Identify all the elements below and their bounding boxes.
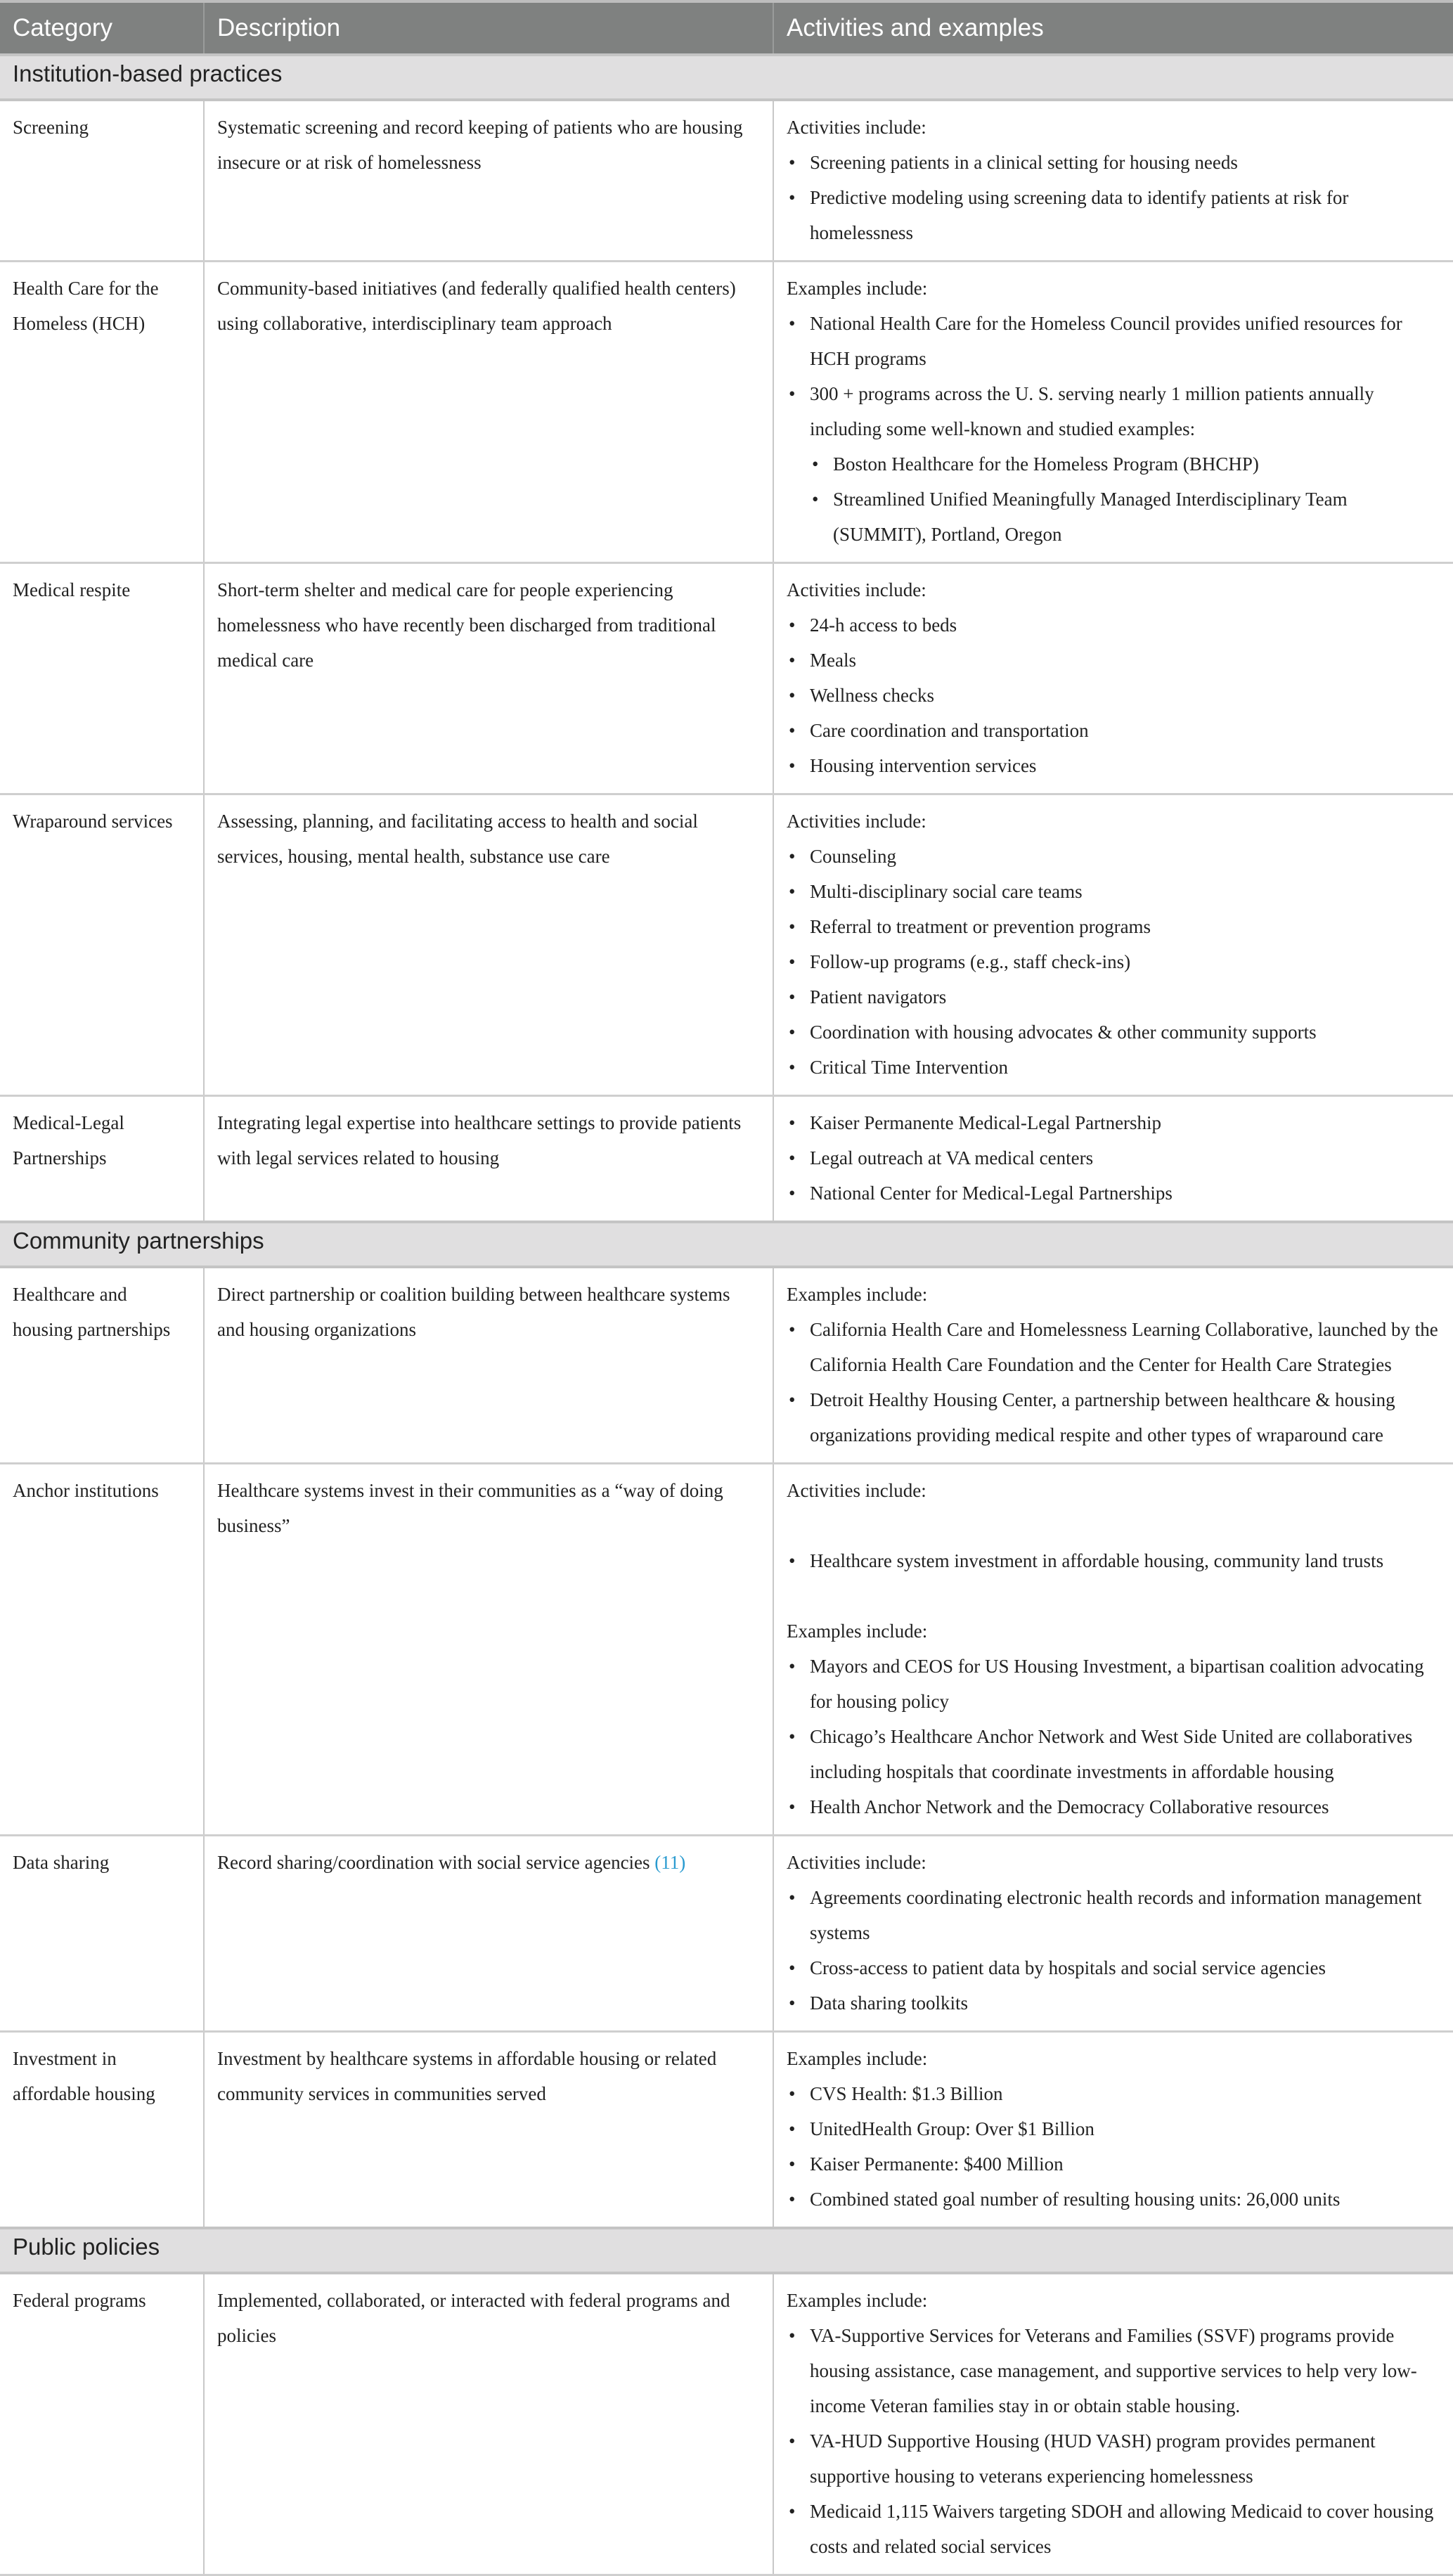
list-item-text: Referral to treatment or prevention programs: [810, 916, 1151, 937]
list-item-text: National Center for Medical-Legal Partnerships: [810, 1183, 1173, 1204]
activities-heading: Activities include:: [787, 117, 926, 138]
list-item-text: Agreements coordinating electronic health records and information management systems: [810, 1887, 1422, 1943]
category-cell: Anchor institutions: [0, 1464, 204, 1836]
list-item: [810, 1719, 1440, 1789]
description-text: Healthcare systems invest in their communities as a “way of doing business”: [217, 1480, 723, 1536]
list-item: [810, 2318, 1440, 2423]
activities-heading: Activities include:: [787, 1852, 926, 1873]
list-item-text: 24-h access to beds: [810, 614, 957, 636]
activities-cell: [773, 794, 1453, 1096]
activities-heading: Examples include:: [787, 2290, 928, 2311]
description-cell: [204, 794, 773, 1096]
activities-cell: [773, 1096, 1453, 1223]
list-item-text: Coordination with housing advocates & other community supports: [810, 1022, 1317, 1043]
list-item: [810, 748, 1440, 783]
activities-cell: [773, 2032, 1453, 2229]
list-item: [810, 678, 1440, 713]
list-item-text: Follow-up programs (e.g., staff check-ins): [810, 951, 1131, 972]
table-header-row: [0, 1, 1453, 55]
activities-heading: Activities include:: [787, 579, 926, 600]
list-item-text: Kaiser Permanente: $400 Million: [810, 2153, 1064, 2175]
description-cell: [204, 1836, 773, 2032]
list-item: [810, 1649, 1440, 1719]
list-item-text: Combined stated goal number of resulting housing units: 26,000 units: [810, 2189, 1341, 2210]
list-item: [810, 1050, 1440, 1085]
list-item: [810, 180, 1440, 250]
list-item: [810, 1789, 1440, 1824]
description-text: Short-term shelter and medical care for people experiencing homelessness who have recently been discharged from traditional medical care: [217, 579, 716, 671]
list-item: [810, 2423, 1440, 2494]
activities-cell: [773, 1464, 1453, 1836]
sub-list-item: • Boston Healthcare for the Homeless Program (BHCHP): [833, 446, 1440, 482]
list-item-text: Health Anchor Network and the Democracy Collaborative resources: [810, 1796, 1329, 1817]
section-title: Public policies: [0, 2228, 1453, 2273]
list-item: [810, 376, 1440, 552]
list-item-text: Counseling: [810, 846, 897, 867]
category-cell: Healthcare and housing partnerships: [0, 1267, 204, 1464]
header-activities: Activities and examples: [773, 1, 1453, 55]
list-item-text: Data sharing toolkits: [810, 1992, 968, 2014]
description-cell: [204, 2032, 773, 2229]
list-item-text: VA-HUD Supportive Housing (HUD VASH) program provides permanent supportive housing to veterans experiencing homelessness: [810, 2430, 1376, 2487]
description-text: Assessing, planning, and facilitating access to health and social services, housing, mental health, substance use care: [217, 811, 698, 867]
list-item: [810, 2494, 1440, 2564]
list-item: [810, 306, 1440, 376]
category-cell: Screening: [0, 100, 204, 262]
activities-heading: Examples include:: [787, 278, 928, 299]
list-item-text: Wellness checks: [810, 685, 935, 706]
table-row: [0, 1836, 1453, 2032]
activities-heading: Examples include:: [787, 1621, 928, 1642]
section-title: Institution-based practices: [0, 55, 1453, 100]
list-item-text: Care coordination and transportation: [810, 720, 1089, 741]
list-item: [810, 607, 1440, 643]
table-row: [0, 794, 1453, 1096]
category-cell: Investment in affordable housing: [0, 2032, 204, 2229]
category-cell: Health Care for the Homeless (HCH): [0, 262, 204, 563]
activities-list: [787, 1543, 1440, 1578]
list-item: [810, 1140, 1440, 1176]
section-row: [0, 2228, 1453, 2273]
category-cell: Medical-Legal Partnerships: [0, 1096, 204, 1223]
list-item-text: Screening patients in a clinical setting for housing needs: [810, 152, 1238, 173]
list-item: [810, 874, 1440, 909]
list-item-text: Healthcare system investment in affordable housing, community land trusts: [810, 1550, 1384, 1571]
list-item: [810, 713, 1440, 748]
list-item: [810, 2146, 1440, 2182]
list-item: [810, 1015, 1440, 1050]
list-item-text: National Health Care for the Homeless Council provides unified resources for HCH programs: [810, 313, 1402, 369]
list-item: [810, 2111, 1440, 2146]
list-item: [810, 1543, 1440, 1578]
activities-list: [787, 1649, 1440, 1824]
description-cell: [204, 100, 773, 262]
list-item: [810, 1382, 1440, 1453]
activities-heading: Examples include:: [787, 1284, 928, 1305]
category-cell: Data sharing: [0, 1836, 204, 2032]
header-description: Description: [204, 1, 773, 55]
activities-heading: Examples include:: [787, 2048, 928, 2069]
list-item: [810, 839, 1440, 874]
table-row: [0, 2032, 1453, 2229]
activities-list: [787, 2318, 1440, 2564]
table-row: [0, 1267, 1453, 1464]
list-item-text: Housing intervention services: [810, 755, 1037, 776]
activities-list: [787, 145, 1440, 250]
category-cell: Federal programs: [0, 2273, 204, 2575]
category-cell: Wraparound services: [0, 794, 204, 1096]
list-item-text: Meals: [810, 650, 856, 671]
table-row: [0, 2273, 1453, 2575]
section-row: [0, 55, 1453, 100]
activities-list: [787, 1880, 1440, 2021]
list-item-text: Mayors and CEOS for US Housing Investment, a bipartisan coalition advocating for housing policy: [810, 1656, 1424, 1712]
list-item: [810, 979, 1440, 1015]
list-item: [810, 1985, 1440, 2021]
list-item-text: 300 + programs across the U. S. serving nearly 1 million patients annually including some well-known and studied examples:: [810, 383, 1374, 439]
section-title: Community partnerships: [0, 1222, 1453, 1267]
list-item-text: Legal outreach at VA medical centers: [810, 1147, 1094, 1168]
description-cell: [204, 1464, 773, 1836]
list-item-text: Multi-disciplinary social care teams: [810, 881, 1083, 902]
activities-list: [787, 839, 1440, 1085]
activities-list: [787, 1312, 1440, 1453]
description-text: Record sharing/coordination with social service agencies: [217, 1852, 650, 1873]
list-item: [810, 1105, 1440, 1140]
description-cell: [204, 1096, 773, 1223]
list-item-text: Critical Time Intervention: [810, 1057, 1008, 1078]
header-category: Category: [0, 1, 204, 55]
activities-cell: [773, 563, 1453, 794]
description-text: Community-based initiatives (and federally qualified health centers) using collaborative, interdisciplinary team approach: [217, 278, 736, 334]
list-item: [810, 2182, 1440, 2217]
list-item: [810, 643, 1440, 678]
description-text: Integrating legal expertise into healthcare settings to provide patients with legal services related to housing: [217, 1112, 742, 1168]
list-item-text: CVS Health: $1.3 Billion: [810, 2083, 1003, 2104]
list-item-text: Medicaid 1,115 Waivers targeting SDOH and allowing Medicaid to cover housing costs and related social services: [810, 2501, 1434, 2557]
list-item: [810, 1312, 1440, 1382]
reference-link[interactable]: (11): [654, 1852, 686, 1873]
description-text: Investment by healthcare systems in affordable housing or related community services in communities served: [217, 2048, 717, 2104]
list-item-text: Predictive modeling using screening data to identify patients at risk for homelessness: [810, 187, 1349, 243]
description-text: Systematic screening and record keeping of patients who are housing insecure or at risk of homelessness: [217, 117, 743, 173]
activities-cell: [773, 100, 1453, 262]
table-row: [0, 1464, 1453, 1836]
activities-list: [787, 2076, 1440, 2217]
activities-heading: Activities include:: [787, 1480, 926, 1501]
description-cell: [204, 262, 773, 563]
list-item: [810, 1950, 1440, 1985]
activities-list: [787, 306, 1440, 552]
activities-list: [787, 607, 1440, 783]
spacer: [787, 1578, 1440, 1614]
table-row: [0, 563, 1453, 794]
activities-list: [787, 1105, 1440, 1211]
section-row: [0, 1222, 1453, 1267]
activities-cell: [773, 1836, 1453, 2032]
sub-list-item: • Streamlined Unified Meaningfully Managed Interdisciplinary Team (SUMMIT), Portland, Oregon: [833, 482, 1440, 552]
activities-cell: [773, 262, 1453, 563]
list-item-text: Kaiser Permanente Medical-Legal Partnership: [810, 1112, 1162, 1133]
activities-heading: Activities include:: [787, 811, 926, 832]
table-row: [0, 262, 1453, 563]
list-item-text: Patient navigators: [810, 986, 947, 1007]
list-item-text: VA-Supportive Services for Veterans and Families (SSVF) programs provide housing assistance, case management, and supportive services to help very low-income Veteran families stay in or obtain stable housing.: [810, 2325, 1417, 2416]
description-text: Direct partnership or coalition building between healthcare systems and housing organizations: [217, 1284, 730, 1340]
list-item-text: Chicago’s Healthcare Anchor Network and West Side United are collaboratives including hospitals that coordinate investments in affordable housing: [810, 1726, 1413, 1782]
list-item-text: UnitedHealth Group: Over $1 Billion: [810, 2118, 1094, 2139]
list-item-text: Cross-access to patient data by hospitals and social service agencies: [810, 1957, 1326, 1978]
list-item: [810, 145, 1440, 180]
activities-cell: [773, 2273, 1453, 2575]
description-cell: [204, 2273, 773, 2575]
list-item: [810, 1176, 1440, 1211]
list-item-text: California Health Care and Homelessness Learning Collaborative, launched by the California Health Care Foundation and the Center for Health Care Strategies: [810, 1319, 1438, 1375]
sub-list: [810, 446, 1440, 552]
list-item: [810, 1880, 1440, 1950]
table-row: [0, 1096, 1453, 1223]
description-text: Implemented, collaborated, or interacted with federal programs and policies: [217, 2290, 730, 2346]
description-cell: [204, 563, 773, 794]
list-item: [810, 2076, 1440, 2111]
list-item: [810, 944, 1440, 979]
spacer: [787, 1508, 1440, 1543]
description-cell: [204, 1267, 773, 1464]
table-body: [0, 55, 1453, 2575]
list-item: [810, 909, 1440, 944]
category-cell: Medical respite: [0, 563, 204, 794]
list-item-text: Detroit Healthy Housing Center, a partnership between healthcare & housing organizations providing medical respite and other types of wraparound care: [810, 1389, 1395, 1445]
table-row: [0, 100, 1453, 262]
activities-cell: [773, 1267, 1453, 1464]
